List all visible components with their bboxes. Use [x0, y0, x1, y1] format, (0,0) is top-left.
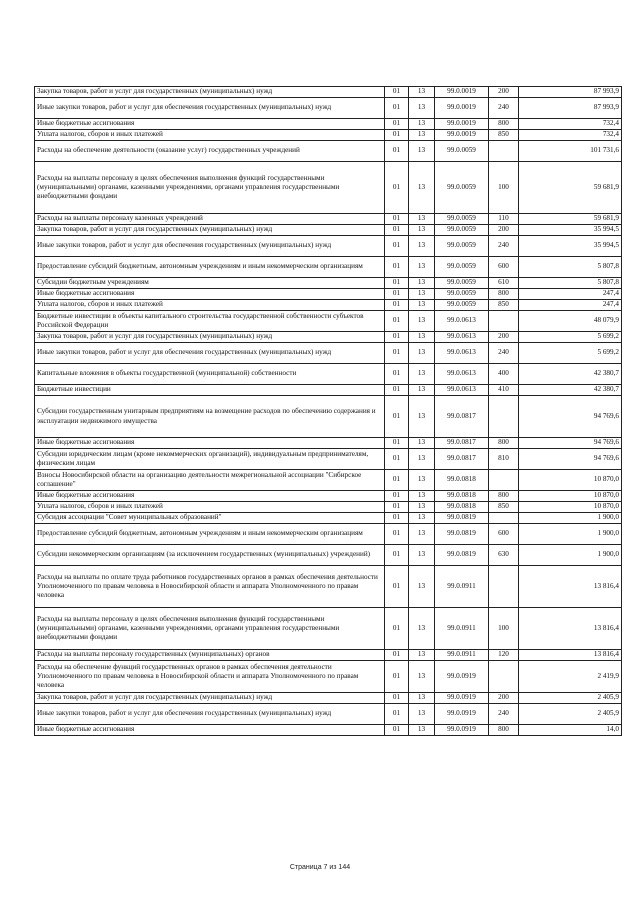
row-expense-type: 410 [489, 385, 519, 396]
row-article: 99.0.0059 [435, 214, 489, 225]
row-name: Иные закупки товаров, работ и услуг для обеспечения государственных (муниципальных) нужд [35, 704, 385, 725]
row-expense-type: 850 [489, 130, 519, 141]
row-article: 99.0.0059 [435, 300, 489, 311]
row-amount: 94 769,6 [519, 449, 622, 470]
table-row [35, 385, 622, 396]
row-article: 99.0.0819 [435, 513, 489, 524]
row-article: 99.0.0019 [435, 119, 489, 130]
row-amount: 5 807,8 [519, 278, 622, 289]
row-amount: 59 681,9 [519, 162, 622, 214]
row-article: 99.0.0613 [435, 343, 489, 364]
row-section: 01 [385, 385, 409, 396]
row-expense-type: 800 [489, 725, 519, 736]
row-amount: 10 870,0 [519, 491, 622, 502]
row-subsection: 13 [409, 343, 435, 364]
row-amount: 87 993,9 [519, 87, 622, 98]
row-subsection: 13 [409, 141, 435, 162]
row-subsection: 13 [409, 385, 435, 396]
row-name: Капитальные вложения в объекты государственной (муниципальной) собственности [35, 364, 385, 385]
row-article: 99.0.0059 [435, 236, 489, 257]
row-section: 01 [385, 566, 409, 608]
table-row [35, 693, 622, 704]
row-article: 99.0.0919 [435, 661, 489, 693]
table-row [35, 119, 622, 130]
table-row [35, 98, 622, 119]
table-row [35, 396, 622, 438]
table-row [35, 343, 622, 364]
table-row [35, 257, 622, 278]
row-name: Уплата налогов, сборов и иных платежей [35, 502, 385, 513]
row-section: 01 [385, 396, 409, 438]
row-expense-type: 810 [489, 449, 519, 470]
row-article: 99.0.0019 [435, 87, 489, 98]
row-name: Субсидии некоммерческим организациям (за исключением государственных (муниципальных) учреждений) [35, 545, 385, 566]
row-article: 99.0.0613 [435, 364, 489, 385]
row-subsection: 13 [409, 491, 435, 502]
row-amount: 59 681,9 [519, 214, 622, 225]
row-subsection: 13 [409, 438, 435, 449]
table-row [35, 438, 622, 449]
row-amount: 94 769,6 [519, 438, 622, 449]
row-amount: 35 994,5 [519, 225, 622, 236]
row-section: 01 [385, 661, 409, 693]
row-name: Закупка товаров, работ и услуг для государственных (муниципальных) нужд [35, 87, 385, 98]
row-expense-type: 800 [489, 289, 519, 300]
row-subsection: 13 [409, 87, 435, 98]
row-article: 99.0.0817 [435, 396, 489, 438]
row-expense-type: 200 [489, 332, 519, 343]
row-subsection: 13 [409, 566, 435, 608]
row-section: 01 [385, 545, 409, 566]
page-footer [0, 864, 640, 871]
row-amount: 2 419,9 [519, 661, 622, 693]
row-section: 01 [385, 491, 409, 502]
table-row [35, 608, 622, 650]
row-article: 99.0.0817 [435, 438, 489, 449]
row-name: Иные бюджетные ассигнования [35, 725, 385, 736]
row-article: 99.0.0059 [435, 162, 489, 214]
row-amount: 5 807,8 [519, 257, 622, 278]
table-row [35, 449, 622, 470]
row-amount: 35 994,5 [519, 236, 622, 257]
row-section: 01 [385, 513, 409, 524]
row-article: 99.0.0059 [435, 141, 489, 162]
row-section: 01 [385, 364, 409, 385]
row-article: 99.0.0911 [435, 650, 489, 661]
row-subsection: 13 [409, 470, 435, 491]
row-subsection: 13 [409, 608, 435, 650]
row-expense-type [489, 141, 519, 162]
row-expense-type: 850 [489, 502, 519, 513]
row-amount: 14,0 [519, 725, 622, 736]
row-subsection: 13 [409, 214, 435, 225]
row-article: 99.0.0819 [435, 545, 489, 566]
row-expense-type: 100 [489, 608, 519, 650]
row-expense-type: 200 [489, 225, 519, 236]
row-subsection: 13 [409, 364, 435, 385]
row-section: 01 [385, 725, 409, 736]
row-section: 01 [385, 225, 409, 236]
row-amount: 48 079,9 [519, 311, 622, 332]
table-row [35, 470, 622, 491]
row-amount: 1 900,0 [519, 545, 622, 566]
row-name: Уплата налогов, сборов и иных платежей [35, 130, 385, 141]
row-section: 01 [385, 119, 409, 130]
row-article: 99.0.0613 [435, 332, 489, 343]
row-expense-type: 630 [489, 545, 519, 566]
row-subsection: 13 [409, 278, 435, 289]
row-section: 01 [385, 236, 409, 257]
row-article: 99.0.0817 [435, 449, 489, 470]
row-name: Иные закупки товаров, работ и услуг для обеспечения государственных (муниципальных) нужд [35, 236, 385, 257]
row-name: Иные бюджетные ассигнования [35, 438, 385, 449]
row-name: Взносы Новосибирской области на организацию деятельности межрегиональной ассоциации "Сибирское соглашение" [35, 470, 385, 491]
budget-table-container [34, 86, 619, 736]
table-row [35, 566, 622, 608]
row-expense-type [489, 513, 519, 524]
row-article: 99.0.0059 [435, 257, 489, 278]
row-amount: 13 816,4 [519, 608, 622, 650]
row-subsection: 13 [409, 502, 435, 513]
row-name: Расходы на обеспечение функций государственных органов в рамках обеспечения деятельности Уполномоченного по правам человека в Новосибирской области и аппарата Уполномоченного по правам человека [35, 661, 385, 693]
row-subsection: 13 [409, 236, 435, 257]
table-row [35, 364, 622, 385]
row-expense-type: 200 [489, 87, 519, 98]
table-row [35, 545, 622, 566]
row-expense-type: 600 [489, 524, 519, 545]
row-article: 99.0.0919 [435, 704, 489, 725]
row-section: 01 [385, 332, 409, 343]
row-article: 99.0.0818 [435, 470, 489, 491]
row-name: Иные бюджетные ассигнования [35, 119, 385, 130]
row-article: 99.0.0613 [435, 311, 489, 332]
row-article: 99.0.0059 [435, 289, 489, 300]
row-section: 01 [385, 257, 409, 278]
row-section: 01 [385, 524, 409, 545]
row-section: 01 [385, 214, 409, 225]
budget-table-body [35, 87, 622, 736]
table-row [35, 87, 622, 98]
row-expense-type: 100 [489, 162, 519, 214]
row-name: Иные закупки товаров, работ и услуг для обеспечения государственных (муниципальных) нужд [35, 98, 385, 119]
table-row [35, 311, 622, 332]
row-section: 01 [385, 311, 409, 332]
row-name: Иные закупки товаров, работ и услуг для обеспечения государственных (муниципальных) нужд [35, 343, 385, 364]
row-subsection: 13 [409, 513, 435, 524]
row-name: Иные бюджетные ассигнования [35, 289, 385, 300]
row-name: Предоставление субсидий бюджетным, автономным учреждениям и иным некоммерческим организациям [35, 524, 385, 545]
row-section: 01 [385, 300, 409, 311]
row-expense-type: 600 [489, 257, 519, 278]
table-row [35, 214, 622, 225]
row-amount: 5 699,2 [519, 343, 622, 364]
table-row [35, 141, 622, 162]
row-name: Субсидии бюджетным учреждениям [35, 278, 385, 289]
row-article: 99.0.0911 [435, 566, 489, 608]
table-row [35, 704, 622, 725]
row-expense-type: 200 [489, 693, 519, 704]
row-amount: 42 380,7 [519, 385, 622, 396]
table-row [35, 513, 622, 524]
row-section: 01 [385, 87, 409, 98]
row-amount: 247,4 [519, 300, 622, 311]
row-expense-type: 800 [489, 119, 519, 130]
row-subsection: 13 [409, 225, 435, 236]
table-row [35, 502, 622, 513]
row-amount: 10 870,0 [519, 470, 622, 491]
row-section: 01 [385, 470, 409, 491]
row-expense-type [489, 396, 519, 438]
row-subsection: 13 [409, 98, 435, 119]
row-subsection: 13 [409, 449, 435, 470]
row-name: Расходы на выплаты персоналу в целях обеспечения выполнения функций государственными (муниципальными) органами, казенными учреждениями, органами управления государственными внебюджетными фондами [35, 162, 385, 214]
table-row [35, 491, 622, 502]
table-row [35, 130, 622, 141]
page-number: Страница 7 из 144 [289, 864, 351, 871]
row-subsection: 13 [409, 119, 435, 130]
row-expense-type: 120 [489, 650, 519, 661]
row-article: 99.0.0019 [435, 130, 489, 141]
row-amount: 13 816,4 [519, 650, 622, 661]
table-row [35, 278, 622, 289]
row-name: Бюджетные инвестиции в объекты капитального строительства государственной собственности субъектов Российской Федерации [35, 311, 385, 332]
row-section: 01 [385, 162, 409, 214]
row-amount: 42 380,7 [519, 364, 622, 385]
row-name: Расходы на обеспечение деятельности (оказание услуг) государственных учреждений [35, 141, 385, 162]
row-subsection: 13 [409, 650, 435, 661]
table-row [35, 332, 622, 343]
row-section: 01 [385, 141, 409, 162]
row-subsection: 13 [409, 725, 435, 736]
row-expense-type: 610 [489, 278, 519, 289]
row-subsection: 13 [409, 300, 435, 311]
row-subsection: 13 [409, 130, 435, 141]
row-subsection: 13 [409, 162, 435, 214]
table-row [35, 524, 622, 545]
row-section: 01 [385, 438, 409, 449]
row-expense-type: 800 [489, 438, 519, 449]
row-amount: 101 731,6 [519, 141, 622, 162]
row-expense-type [489, 470, 519, 491]
row-subsection: 13 [409, 693, 435, 704]
row-article: 99.0.0818 [435, 502, 489, 513]
row-name: Иные бюджетные ассигнования [35, 491, 385, 502]
row-name: Расходы на выплаты персоналу государственных (муниципальных) органов [35, 650, 385, 661]
row-expense-type: 850 [489, 300, 519, 311]
row-expense-type: 110 [489, 214, 519, 225]
table-row [35, 650, 622, 661]
row-name: Расходы на выплаты персоналу казенных учреждений [35, 214, 385, 225]
row-subsection: 13 [409, 311, 435, 332]
row-article: 99.0.0919 [435, 725, 489, 736]
row-name: Субсидии государственным унитарным предприятиям на возмещение расходов по обеспечению содержания и эксплуатации недвижимого имущества [35, 396, 385, 438]
row-subsection: 13 [409, 545, 435, 566]
table-row [35, 162, 622, 214]
row-section: 01 [385, 289, 409, 300]
row-amount: 1 900,0 [519, 524, 622, 545]
row-subsection: 13 [409, 396, 435, 438]
row-subsection: 13 [409, 661, 435, 693]
row-article: 99.0.0019 [435, 98, 489, 119]
row-section: 01 [385, 650, 409, 661]
row-expense-type: 800 [489, 491, 519, 502]
row-name: Закупка товаров, работ и услуг для государственных (муниципальных) нужд [35, 225, 385, 236]
row-section: 01 [385, 502, 409, 513]
row-amount: 13 816,4 [519, 566, 622, 608]
row-section: 01 [385, 98, 409, 119]
row-article: 99.0.0818 [435, 491, 489, 502]
row-amount: 87 993,9 [519, 98, 622, 119]
row-amount: 5 699,2 [519, 332, 622, 343]
row-amount: 2 405,9 [519, 693, 622, 704]
row-subsection: 13 [409, 332, 435, 343]
row-article: 99.0.0059 [435, 278, 489, 289]
table-row [35, 236, 622, 257]
row-expense-type: 240 [489, 236, 519, 257]
row-name: Расходы на выплаты по оплате труда работников государственных органов в рамках обеспечения деятельности Уполномоченного по правам человека в Новосибирской области и аппарата Уполномоченного по правам человека [35, 566, 385, 608]
row-article: 99.0.0911 [435, 608, 489, 650]
row-amount: 1 900,0 [519, 513, 622, 524]
row-name: Субсидия ассоциации "Совет муниципальных образований" [35, 513, 385, 524]
table-row [35, 725, 622, 736]
row-name: Бюджетные инвестиции [35, 385, 385, 396]
row-subsection: 13 [409, 289, 435, 300]
row-expense-type [489, 311, 519, 332]
row-article: 99.0.0919 [435, 693, 489, 704]
row-name: Закупка товаров, работ и услуг для государственных (муниципальных) нужд [35, 693, 385, 704]
row-amount: 732,4 [519, 130, 622, 141]
table-row [35, 225, 622, 236]
row-subsection: 13 [409, 704, 435, 725]
row-name: Субсидии юридическим лицам (кроме некоммерческих организаций), индивидуальным предпринимателям, физическим лицам [35, 449, 385, 470]
row-expense-type: 240 [489, 704, 519, 725]
row-name: Расходы на выплаты персоналу в целях обеспечения выполнения функций государственными (муниципальными) органами, казенными учреждениями, органами управления государственными внебюджетными фондами [35, 608, 385, 650]
table-row [35, 300, 622, 311]
row-amount: 2 405,9 [519, 704, 622, 725]
row-name: Предоставление субсидий бюджетным, автономным учреждениям и иным некоммерческим организациям [35, 257, 385, 278]
row-section: 01 [385, 693, 409, 704]
row-section: 01 [385, 278, 409, 289]
row-expense-type: 400 [489, 364, 519, 385]
row-section: 01 [385, 449, 409, 470]
row-expense-type: 240 [489, 98, 519, 119]
row-article: 99.0.0819 [435, 524, 489, 545]
row-amount: 732,4 [519, 119, 622, 130]
row-name: Закупка товаров, работ и услуг для государственных (муниципальных) нужд [35, 332, 385, 343]
row-expense-type: 240 [489, 343, 519, 364]
row-article: 99.0.0059 [435, 225, 489, 236]
row-amount: 94 769,6 [519, 396, 622, 438]
row-section: 01 [385, 704, 409, 725]
row-expense-type [489, 566, 519, 608]
table-row [35, 661, 622, 693]
row-subsection: 13 [409, 524, 435, 545]
table-row [35, 289, 622, 300]
row-expense-type [489, 661, 519, 693]
budget-table [34, 86, 622, 736]
row-name: Уплата налогов, сборов и иных платежей [35, 300, 385, 311]
row-section: 01 [385, 343, 409, 364]
row-amount: 10 870,0 [519, 502, 622, 513]
row-article: 99.0.0613 [435, 385, 489, 396]
row-section: 01 [385, 608, 409, 650]
row-amount: 247,4 [519, 289, 622, 300]
row-section: 01 [385, 130, 409, 141]
row-subsection: 13 [409, 257, 435, 278]
